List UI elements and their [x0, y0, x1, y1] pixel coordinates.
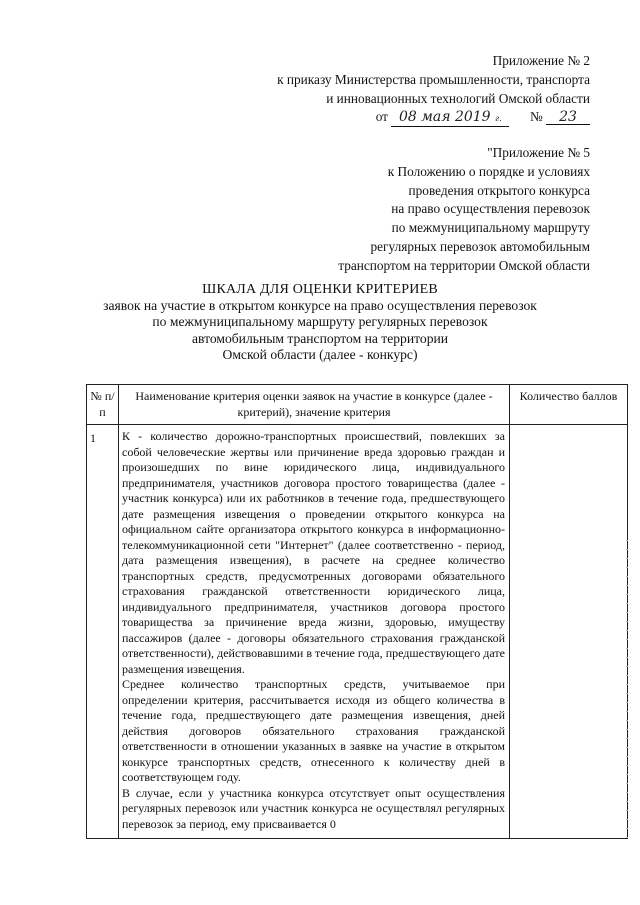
handwritten-number: 23	[546, 110, 590, 125]
title-line: автомобильным транспортом на территории	[191, 330, 449, 346]
scan-artifact	[626, 540, 628, 840]
appendix-5-line: проведения открытого конкурса	[408, 182, 590, 198]
appendix-2-title: Приложение № 2	[492, 53, 590, 68]
header-number: № п/п	[87, 385, 119, 425]
appendix-5-title: "Приложение № 5	[487, 145, 590, 160]
appendix-5-line: к Положению о порядке и условиях	[387, 163, 590, 179]
appendix-2-order-line: к приказу Министерства промышленности, транспорта	[277, 71, 590, 87]
title-line: заявок на участие в открытом конкурсе на право осуществления перевозок	[103, 298, 537, 314]
appendix-2-date-line	[277, 108, 590, 127]
title-heading: ШКАЛА ДЛЯ ОЦЕНКИ КРИТЕРИЕВ	[202, 282, 438, 297]
appendix-5-line: транспортом на территории Омской области	[338, 257, 590, 273]
criteria-table	[86, 384, 628, 839]
criterion-paragraph: Среднее количество транспортных средств, учитываемое при определении критерия, рассчитывается исходя из общего количества в течение года, предшествующего дате размещения извещения, дней действия договоров обязательного страхования гражданской ответственности в отношении указанных в заявке на участие в открытом конкурсе транспортных средств, отнесенного к количеству дней в соответствующем году.	[122, 677, 505, 784]
appendix-2-ministry-line: и инновационных технологий Омской области	[326, 90, 590, 106]
appendix-5-line: по межмуниципальному маршруту	[391, 220, 590, 236]
table-row	[87, 425, 628, 839]
appendix-5-block	[338, 144, 590, 276]
points-cell	[510, 425, 628, 839]
number-label: №	[529, 109, 543, 125]
header-points: Количество баллов	[510, 385, 628, 425]
appendix-5-line: регулярных перевозок автомобильным	[370, 238, 590, 254]
criterion-paragraph: К - количество дорожно-транспортных происшествий, повлекших за собой человеческие жертвы или причинение вреда здоровью граждан и произошедших по вине юридического лица, индивидуального предпринимателя, участников договора простого товарищества (далее - участник конкурса) или их работников в течение года, предшествующего дате размещения извещения о проведении открытого конкурса на официальном сайте организатора открытого конкурса в информационно-телекоммуникационной сети "Интернет" (далее соответственно - период, дата размещения извещения), в расчете на среднее количество транспортных средств, предусмотренных договорами обязательного страхования гражданской ответственности юридического лица, индивидуального предпринимателя, участников договора простого товарищества за причинение вреда жизни, здоровью, имуществу пассажиров (далее - договоры обязательного страхования гражданской ответственности), действовавшими в течение года, предшествующего дате размещения извещения.	[122, 429, 505, 676]
appendix-2-block	[277, 52, 590, 127]
table-header-row	[87, 385, 628, 425]
row-number: 1	[87, 425, 119, 839]
criterion-description	[119, 425, 510, 839]
handwritten-date: 08 мая 2019 г.	[391, 110, 509, 127]
title-line: Омской области (далее - конкурс)	[222, 346, 418, 362]
criterion-paragraph: В случае, если у участника конкурса отсутствует опыт осуществления регулярных перевозок или участник конкурса не осуществлял регулярных перевозок за период, ему присваивается 0	[122, 785, 505, 831]
appendix-5-line: на право осуществления перевозок	[391, 201, 590, 217]
header-criterion: Наименование критерия оценки заявок на участие в конкурсе (далее - критерий), значение критерия	[119, 385, 510, 425]
document-title	[0, 282, 640, 363]
title-line: по межмуниципальному маршруту регулярных перевозок	[152, 314, 488, 330]
from-label: от	[375, 109, 388, 125]
